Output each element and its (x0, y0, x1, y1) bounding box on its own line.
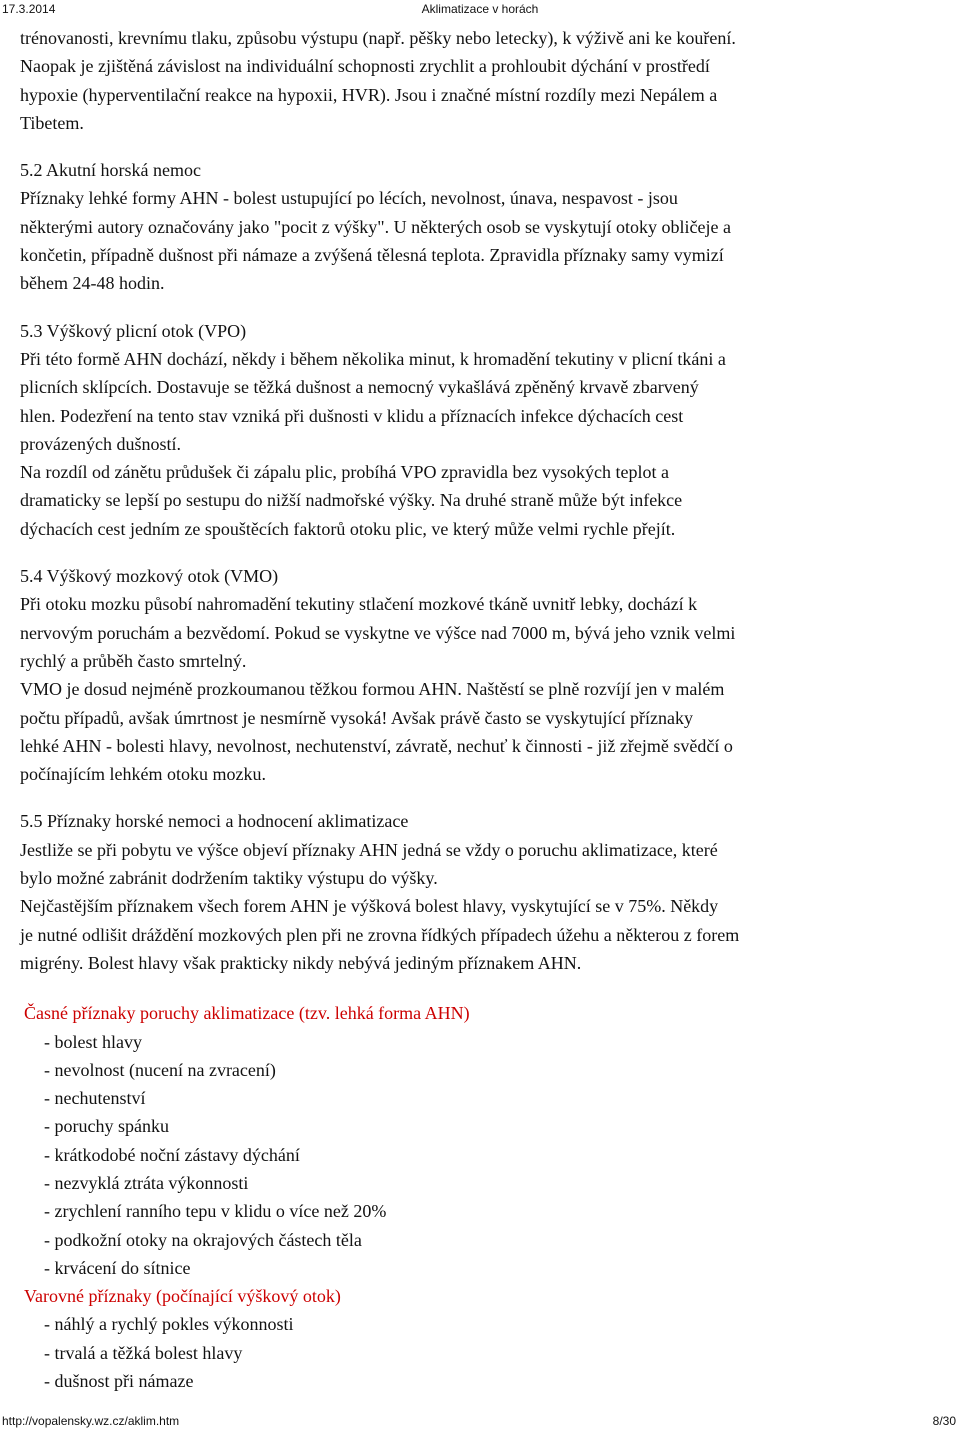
text-line: dýchacích cest jedním ze spouštěcích faktorů otoku plic, ve který může velmi rychle přejít. (20, 518, 676, 539)
list-item: - nezvyklá ztráta výkonnosti (44, 1172, 249, 1193)
text-line: Nejčastějším příznakem všech forem AHN je výšková bolest hlavy, vyskytující se v 75%. Někdy (20, 896, 719, 917)
document-body (20, 24, 950, 1395)
intro-paragraph (20, 24, 950, 137)
section-5-3 (20, 317, 950, 543)
text-line: rychlý a průběh často smrtelný. (20, 650, 247, 671)
text-line: dramaticky se lepší po sestupu do nižší nadmořské výšky. Na druhé straně může být infekce (20, 490, 683, 511)
list-item: - nechutenství (44, 1088, 146, 1109)
text-line: končetin, případně dušnost při námaze a zvýšená tělesná teplota. Zpravidla příznaky samy vymizí (20, 245, 724, 266)
section-heading: 5.4 Výškový mozkový otok (VMO) (20, 566, 279, 587)
text-line: hlen. Podezření na tento stav vzniká při dušnosti v klidu a příznacích infekce dýchacích cest (20, 405, 684, 426)
text-line: počínajícím lehkém otoku mozku. (20, 764, 266, 785)
section-heading: 5.2 Akutní horská nemoc (20, 160, 201, 181)
warning-symptoms-list (20, 1310, 950, 1395)
text-line: trénovanosti, krevnímu tlaku, způsobu výstupu (např. pěšky nebo letecky), k výživě ani ke kouření. (20, 28, 736, 48)
print-header (0, 0, 960, 18)
early-symptoms-block (20, 999, 950, 1282)
text-line: Při této formě AHN dochází, někdy i během několika minut, k hromadění tekutiny v plicní tkáni a (20, 348, 726, 369)
text-line: Při otoku mozku působí nahromadění tekutiny stlačení mozkové tkáně uvnitř lebky, dochází k (20, 594, 698, 615)
early-symptoms-list (20, 1028, 950, 1283)
text-line: VMO je dosud nejméně prozkoumanou těžkou formou AHN. Naštěstí se plně rozvíjí jen v malém (20, 679, 725, 700)
list-item: - krátkodobé noční zástavy dýchání (44, 1144, 300, 1165)
section-5-5 (20, 807, 950, 977)
list-item: - dušnost při námaze (44, 1371, 194, 1392)
text-line: během 24-48 hodin. (20, 273, 165, 294)
text-line: plicních sklípcích. Dostavuje se těžká dušnost a nemocný vykašlává zpěněný krvavě zbarvený (20, 377, 699, 398)
text-line: Tibetem. (20, 112, 84, 133)
list-item: - krvácení do sítnice (44, 1257, 191, 1278)
early-symptoms-heading: Časné příznaky poruchy aklimatizace (tzv. lehká forma AHN) (24, 1003, 470, 1024)
text-line: migrény. Bolest hlavy však prakticky nikdy nebývá jediným příznakem AHN. (20, 952, 582, 973)
list-item: - náhlý a rychlý pokles výkonnosti (44, 1314, 294, 1335)
list-item: - nevolnost (nucení na zvracení) (44, 1059, 276, 1080)
warning-symptoms-block (20, 1282, 950, 1395)
text-line: nervovým poruchám a bezvědomí. Pokud se vyskytne ve výšce nad 7000 m, bývá jeho vznik velmi (20, 622, 736, 643)
section-heading: 5.3 Výškový plicní otok (VPO) (20, 320, 247, 341)
text-line: Příznaky lehké formy AHN - bolest ustupující po lécích, nevolnost, únava, nespavost - jsou (20, 188, 678, 209)
text-line: provázených dušností. (20, 433, 181, 454)
list-item: - bolest hlavy (44, 1031, 142, 1052)
text-line: lehké AHN - bolesti hlavy, nevolnost, nechutenství, závratě, nechuť k činnosti - již zřejmě svědčí o (20, 735, 733, 756)
print-date: 17.3.2014 (2, 2, 56, 16)
text-line: bylo možné zabránit dodržením taktiky výstupu do výšky. (20, 868, 438, 889)
text-line: některými autory označovány jako "pocit z výšky". U některých osob se vyskytují otoky obličeje a (20, 216, 732, 237)
print-page-title: Aklimatizace v horách (421, 2, 539, 16)
page-url: http://vopalensky.wz.cz/aklim.htm (2, 1414, 180, 1428)
list-item: - podkožní otoky na okrajových částech těla (44, 1229, 362, 1250)
text-line: hypoxie (hyperventilační reakce na hypoxii, HVR). Jsou i značné místní rozdíly mezi Nepálem a (20, 84, 718, 105)
text-line: je nutné odlišit dráždění mozkových plen při ne zrovna řídkých případech úžehu a některou z forem (20, 924, 740, 945)
list-item: - trvalá a těžká bolest hlavy (44, 1342, 243, 1363)
text-line: Jestliže se při pobytu ve výšce objeví příznaky AHN jedná se vždy o poruchu aklimatizace, které (20, 839, 718, 860)
print-footer (0, 1412, 960, 1430)
text-line: Naopak je zjištěná závislost na individuální schopnosti zrychlit a prohloubit dýchání v prostředí (20, 56, 710, 77)
section-heading: 5.5 Příznaky horské nemoci a hodnocení aklimatizace (20, 811, 409, 832)
warning-symptoms-heading: Varovné příznaky (počínající výškový otok) (24, 1286, 341, 1307)
section-5-4 (20, 562, 950, 788)
section-5-2 (20, 156, 950, 297)
text-line: počtu případů, avšak úmrtnost je nesmírně vysoká! Avšak právě často se vyskytující příznaky (20, 707, 694, 728)
page-number: 8/30 (932, 1414, 956, 1428)
list-item: - zrychlení ranního tepu v klidu o více než 20% (44, 1201, 387, 1222)
text-line: Na rozdíl od zánětu průdušek či zápalu plic, probíhá VPO zpravidla bez vysokých teplot a (20, 462, 669, 483)
list-item: - poruchy spánku (44, 1116, 169, 1137)
